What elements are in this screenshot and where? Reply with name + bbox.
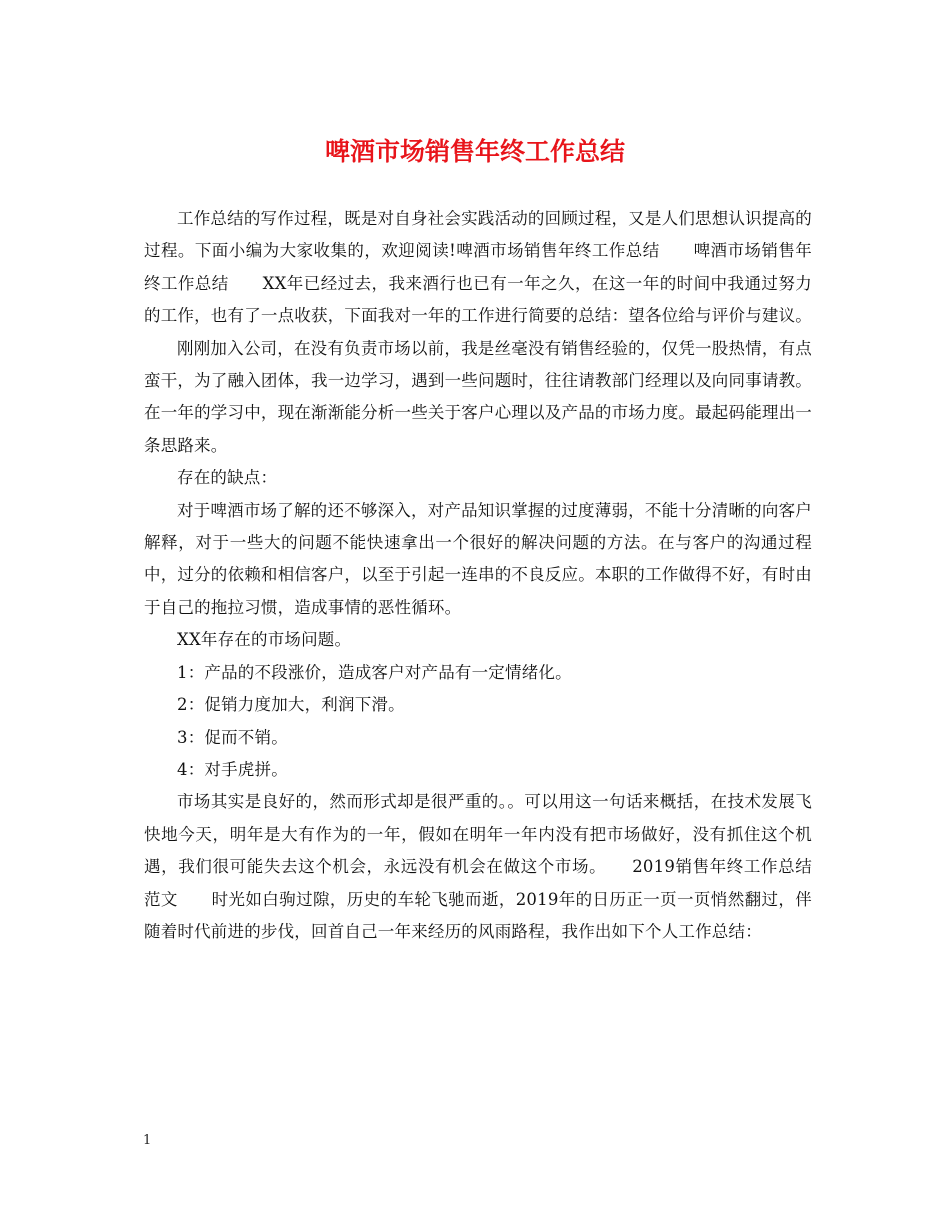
paragraph-experience: 刚刚加入公司，在没有负责市场以前，我是丝毫没有销售经验的，仅凭一股热情，有点蛮干，为了融入团体，我一边学习，遇到一些问题时，往往请教部门经理以及向同事请教。在一年的学习中，现在渐渐能分析一些关于客户心理以及产品的市场力度。最起码能理出一条思路来。: [144, 338, 812, 455]
list-item-problem-4: 4：对手虎拼。: [177, 759, 288, 779]
paragraph-market-problems-heading: XX年存在的市场问题。: [177, 630, 352, 650]
document-body: [144, 203, 812, 948]
document-title: 啤酒市场销售年终工作总结: [324, 137, 625, 166]
paragraph-intro: 工作总结的写作过程，既是对自身社会实践活动的回顾过程，又是人们思想认识提高的过程。下面小编为大家收集的，欢迎阅读!啤酒市场销售年终工作总结 啤酒市场销售年终工作总结 XX年已经过去，我来酒行也已有一年之久，在这一年的时间中我通过努力的工作，也有了一点收获，下面我对一年的工作进行简要的总结：望各位给与评价与建议。: [144, 209, 812, 326]
list-item-problem-2: 2：促销力度加大，利润下滑。: [177, 695, 405, 715]
paragraph-market-outlook: 市场其实是良好的，然而形式却是很严重的。。可以用这一句话来概括，在技术发展飞快地今天，明年是大有作为的一年，假如在明年一年内没有把市场做好，没有抓住这个机遇，我们很可能失去这个机会，永远没有机会在做这个市场。 2019销售年终工作总结范文 时光如白驹过隙，历史的车轮飞驰而逝，2019年的日历正一页一页悄然翻过，伴随着时代前进的步伐，回首自己一年来经历的风雨路程，我作出如下个人工作总结：: [144, 792, 812, 941]
paragraph-shortcomings-heading: 存在的缺点：: [177, 468, 278, 488]
paragraph-shortcomings: 对于啤酒市场了解的还不够深入，对产品知识掌握的过度薄弱，不能十分清晰的向客户解释，对于一些大的问题不能快速拿出一个很好的解决问题的方法。在与客户的沟通过程中，过分的依赖和相信客户，以至于引起一连串的不良反应。本职的工作做得不好，有时由于自己的拖拉习惯，造成事情的恶性循环。: [144, 500, 812, 617]
page-number: 1: [143, 1133, 152, 1148]
list-item-problem-3: 3：促而不销。: [177, 727, 288, 747]
list-item-problem-1: 1：产品的不段涨价，造成客户对产品有一定情绪化。: [177, 662, 572, 682]
